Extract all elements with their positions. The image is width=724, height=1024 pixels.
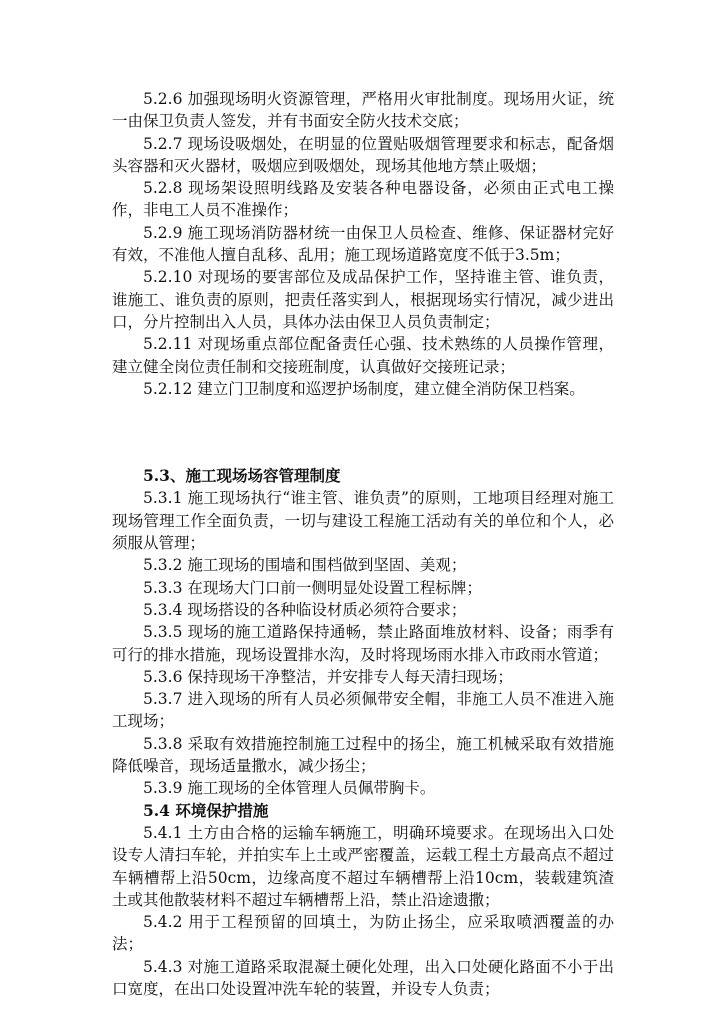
clause-5-2-6: 5.2.6 加强现场明火资源管理，严格用火审批制度。现场用火证，统一由保卫负责人签发，并有书面安全防火技术交底；	[112, 90, 614, 131]
clause-5-3-5: 5.3.5 现场的施工道路保持通畅，禁止路面堆放材料、设备；雨季有可行的排水措施，现场设置排水沟，及时将现场雨水排入市政雨水管道；	[112, 623, 614, 664]
clause-5-3-7: 5.3.7 进入现场的所有人员必须佩带安全帽，非施工人员不准进入施工现场；	[112, 690, 614, 731]
clause-5-4-2: 5.4.2 用于工程预留的回填土，为防止扬尘，应采取喷洒覆盖的办法；	[112, 913, 614, 954]
section-spacer	[112, 400, 614, 465]
clause-5-3-3: 5.3.3 在现场大门口前一侧明显处设置工程标牌；	[143, 578, 482, 597]
clause-5-3-8: 5.3.8 采取有效措施控制施工过程中的扬尘，施工机械采取有效措施降低噪音，现场适量撒水，减少扬尘；	[112, 734, 614, 776]
section-5-3	[112, 465, 614, 799]
clause-5-2-12: 5.2.12 建立门卫制度和巡逻护场制度，建立健全消防保卫档案。	[143, 379, 585, 398]
section-5-4	[112, 800, 614, 1001]
clause-5-4-1: 5.4.1 土方由合格的运输车辆施工，明确环境要求。在现场出入口处设专人清扫车轮，并拍实车上土或严密覆盖，运载工程土方最高点不超过车辆槽帮上沿50cm，边缘高度不超过车辆槽帮上沿10cm，装载建筑渣土或其他散装材料不超过车辆槽帮上沿，禁止沿途遗撒；	[112, 823, 614, 909]
clause-5-2-11: 5.2.11 对现场重点部位配备责任心强、技术熟练的人员操作管理，建立健全岗位责任制和交接班制度，认真做好交接班记录；	[112, 335, 614, 376]
clause-5-2-8: 5.2.8 现场架设照明线路及安装各种电器设备，必须由正式电工操作，非电工人员不准操作；	[112, 179, 614, 220]
clause-5-2-10: 5.2.10 对现场的要害部位及成品保护工作，坚持谁主管、谁负责，谁施工、谁负责的原则，把责任落实到人，根据现场实行情况，减少进出口，分片控制出入人员，具体办法由保卫人员负责制定；	[112, 268, 614, 331]
clause-5-2-7: 5.2.7 现场设吸烟处，在明显的位置贴吸烟管理要求和标志，配备烟头容器和灭火器材，吸烟应到吸烟处，现场其他地方禁止吸烟；	[112, 134, 614, 175]
clause-5-3-4: 5.3.4 现场搭设的各种临设材质必须符合要求；	[143, 600, 467, 619]
clause-5-3-6: 5.3.6 保持现场干净整洁，并安排专人每天清扫现场；	[143, 667, 513, 686]
section-5-2-list	[112, 88, 614, 400]
section-5-4-heading: 5.4 环境保护措施	[143, 800, 269, 820]
clause-5-3-9: 5.3.9 施工现场的全体管理人员佩带胸卡。	[143, 779, 436, 798]
clause-5-3-2: 5.3.2 施工现场的围墙和围档做到坚固、美观；	[143, 556, 467, 575]
clause-5-3-1: 5.3.1 施工现场执行“谁主管、谁负责”的原则，工地项目经理对施工现场管理工作全面负责，一切与建设工程施工活动有关的单位和个人，必须服从管理；	[112, 489, 614, 553]
clause-5-2-9: 5.2.9 施工现场消防器材统一由保卫人员检查、维修、保证器材完好有效，不准他人擅自乱移、乱用；施工现场道路宽度不低于3.5m；	[112, 223, 614, 265]
section-5-3-heading: 5.3、施工现场场容管理制度	[143, 466, 341, 486]
clause-5-4-3: 5.4.3 对施工道路采取混凝土硬化处理，出入口处硬化路面不小于出口宽度，在出口处设置冲洗车轮的装置，并设专人负责；	[112, 957, 614, 998]
